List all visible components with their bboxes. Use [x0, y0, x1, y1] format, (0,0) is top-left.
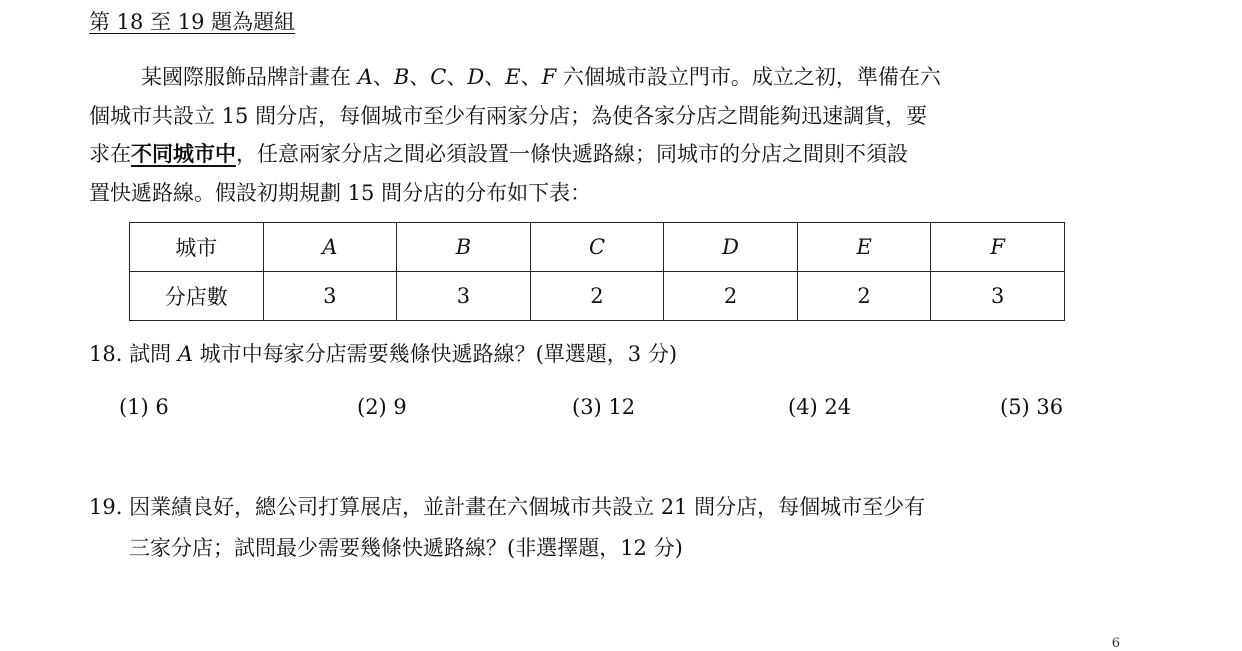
intro-line-3-end: ，任意兩家分店之間必須設置一條快遞路線；同城市的分店之間則不須設 [236, 142, 908, 167]
intro-line-1-end: 六個城市設立門市。成立之初，準備在六 [556, 65, 941, 89]
row-label-city: 城市 [130, 223, 264, 272]
option-5[interactable]: (5) 36 [1000, 395, 1064, 419]
option-1[interactable]: (1) 6 [119, 395, 169, 419]
table-cell-count: 3 [263, 272, 397, 321]
table-cell-city: C [530, 223, 664, 272]
city-letter-f: F [541, 65, 557, 89]
emphasis-different-cities: 不同城市中 [131, 141, 236, 167]
separator: 、 [446, 65, 468, 89]
table-cell-city: B [397, 223, 531, 272]
table-cell-city: E [797, 223, 931, 272]
separator: 、 [520, 65, 542, 89]
question-19-line-1: 19. 因業績良好，總公司打算展店，並計畫在六個城市共設立 21 間分店，每個城市至少有 [89, 495, 926, 519]
q18-number: 18. 試問 [89, 342, 178, 366]
q18-city-letter: A [177, 342, 193, 366]
problem-intro [89, 58, 1169, 212]
intro-line-4: 置快遞路線。假設初期規劃 15 間分店的分布如下表： [89, 180, 592, 205]
city-letter-d: D [467, 65, 485, 89]
group-header: 第 18 至 19 題為題組 [89, 10, 296, 34]
table-cell-count: 3 [931, 272, 1065, 321]
q18-text: 城市中每家分店需要幾條快遞路線？(單選題，3 分) [192, 342, 678, 366]
table-row-counts [130, 272, 1065, 321]
table-cell-count: 3 [397, 272, 531, 321]
question-18 [89, 338, 677, 368]
row-label-store-count: 分店數 [130, 272, 264, 321]
intro-line-1 [89, 58, 1169, 97]
table-cell-city: A [263, 223, 397, 272]
separator: 、 [409, 65, 431, 89]
separator: 、 [372, 65, 394, 89]
city-letter-a: A [357, 65, 373, 89]
table-row-cities [130, 223, 1065, 272]
city-letter-e: E [505, 65, 521, 89]
question-19-line-2: 三家分店；試問最少需要幾條快遞路線？(非選擇題，12 分) [129, 536, 683, 560]
option-4[interactable]: (4) 24 [788, 395, 852, 419]
intro-line-3 [89, 135, 1169, 174]
table-cell-count: 2 [664, 272, 798, 321]
table-cell-city: D [664, 223, 798, 272]
page-number: 6 [1111, 636, 1120, 651]
option-2[interactable]: (2) 9 [357, 395, 407, 419]
separator: 、 [484, 65, 506, 89]
option-3[interactable]: (3) 12 [572, 395, 636, 419]
table-cell-city: F [931, 223, 1065, 272]
intro-line-3-start: 求在 [89, 142, 131, 167]
city-letter-b: B [393, 65, 410, 89]
table-cell-count: 2 [797, 272, 931, 321]
store-distribution-table [129, 222, 1065, 321]
table-cell-count: 2 [530, 272, 664, 321]
city-letter-c: C [430, 65, 447, 89]
intro-line-1-start: 某國際服飾品牌計畫在 [141, 65, 358, 89]
intro-line-2: 個城市共設立 15 間分店，每個城市至少有兩家分店；為使各家分店之間能夠迅速調貨，要 [89, 103, 928, 128]
